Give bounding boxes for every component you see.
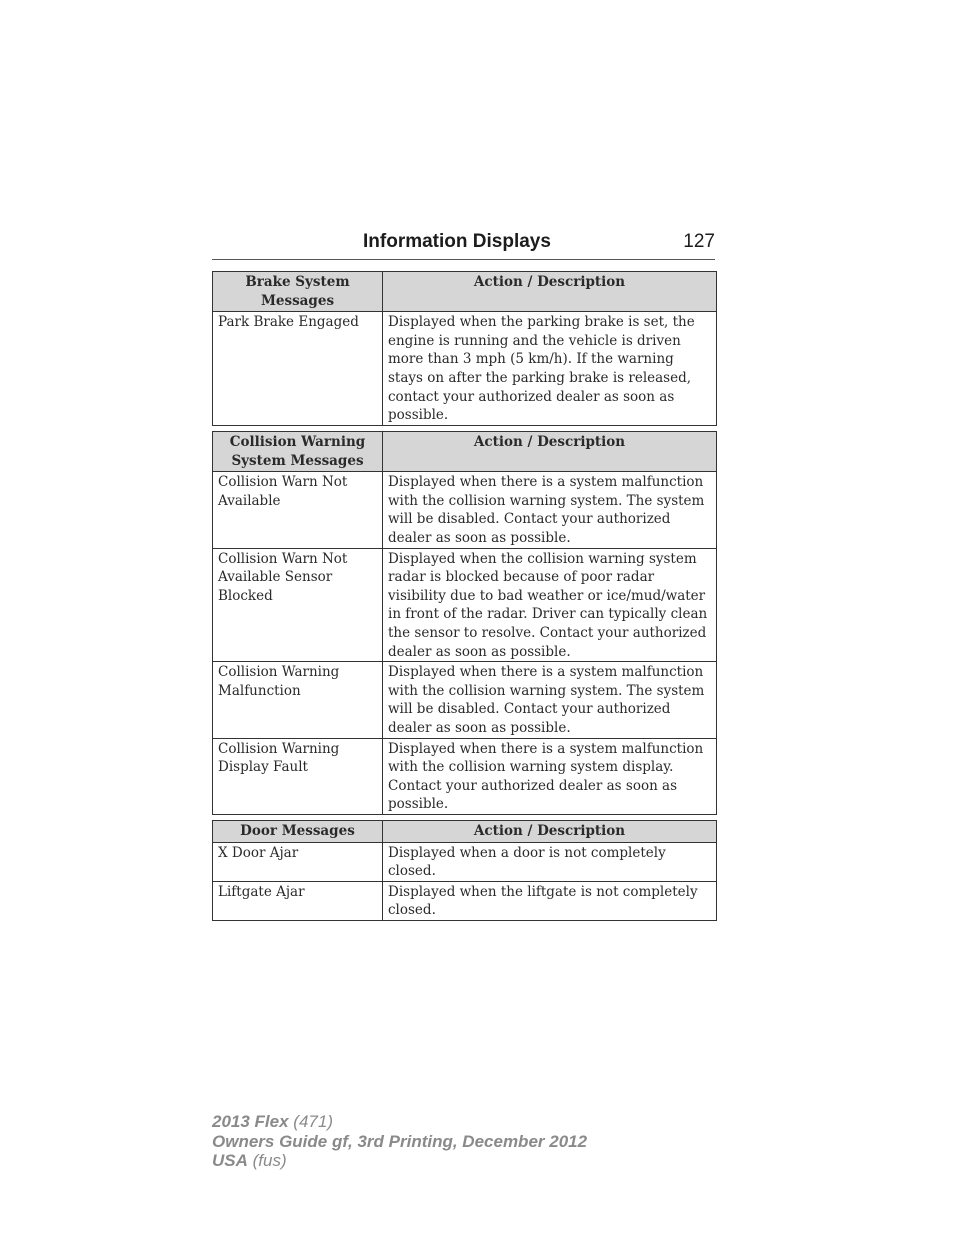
message-cell: X Door Ajar xyxy=(213,842,383,881)
description-cell: Displayed when there is a system malfunction with the collision warning system. The system will be disabled. Contact your authorized dealer as soon as possible. xyxy=(383,662,717,738)
table-row xyxy=(213,312,717,426)
table-row xyxy=(213,881,717,920)
footer-model-code: (471) xyxy=(293,1112,333,1131)
table-row xyxy=(213,842,717,881)
page-title: Information Displays xyxy=(363,231,551,252)
column-header-action: Action / Description xyxy=(383,821,717,843)
page-header xyxy=(212,228,715,260)
column-header-action: Action / Description xyxy=(383,272,717,312)
column-header-action: Action / Description xyxy=(383,432,717,472)
message-cell: Collision Warning Display Fault xyxy=(213,738,383,814)
page-footer xyxy=(212,1112,587,1171)
message-cell: Collision Warning Malfunction xyxy=(213,662,383,738)
footer-market-code: (fus) xyxy=(252,1151,287,1170)
description-cell: Displayed when the liftgate is not completely closed. xyxy=(383,881,717,920)
footer-line-guide xyxy=(212,1132,587,1152)
footer-model: 2013 Flex xyxy=(212,1112,289,1131)
collision-warning-messages-table xyxy=(212,431,717,815)
table-row xyxy=(213,472,717,548)
column-header-messages: Door Messages xyxy=(213,821,383,843)
column-header-messages: Collision Warning System Messages xyxy=(213,432,383,472)
footer-guide-edition: Owners Guide gf, 3rd Printing, December 2012 xyxy=(212,1131,588,1151)
message-cell: Park Brake Engaged xyxy=(213,312,383,426)
footer-line-model xyxy=(212,1112,587,1132)
table-header-row xyxy=(213,272,717,312)
description-cell: Displayed when a door is not completely closed. xyxy=(383,842,717,881)
message-cell: Collision Warn Not Available xyxy=(213,472,383,548)
footer-line-market xyxy=(212,1151,587,1171)
door-messages-table xyxy=(212,820,717,921)
table-row xyxy=(213,548,717,662)
table-header-row xyxy=(213,821,717,843)
column-header-messages: Brake System Messages xyxy=(213,272,383,312)
table-header-row xyxy=(213,432,717,472)
footer-market: USA xyxy=(212,1151,248,1170)
description-cell: Displayed when the collision warning system radar is blocked because of poor radar visibility due to bad weather or ice/mud/water in front of the radar. Driver can typically clean the sensor to resolve. Contact your authorized dealer as soon as possible. xyxy=(383,548,717,662)
page-number: 127 xyxy=(683,231,715,252)
brake-system-messages-table xyxy=(212,271,717,426)
table-row xyxy=(213,738,717,814)
description-cell: Displayed when there is a system malfunction with the collision warning system display. Contact your authorized dealer as soon as possible. xyxy=(383,738,717,814)
table-row xyxy=(213,662,717,738)
description-cell: Displayed when the parking brake is set, the engine is running and the vehicle is driven more than 3 mph (5 km/h). If the warning stays on after the parking brake is released, contact your authorized dealer as soon as possible. xyxy=(383,312,717,426)
message-cell: Liftgate Ajar xyxy=(213,881,383,920)
description-cell: Displayed when there is a system malfunction with the collision warning system. The system will be disabled. Contact your authorized dealer as soon as possible. xyxy=(383,472,717,548)
message-cell: Collision Warn Not Available Sensor Blocked xyxy=(213,548,383,662)
